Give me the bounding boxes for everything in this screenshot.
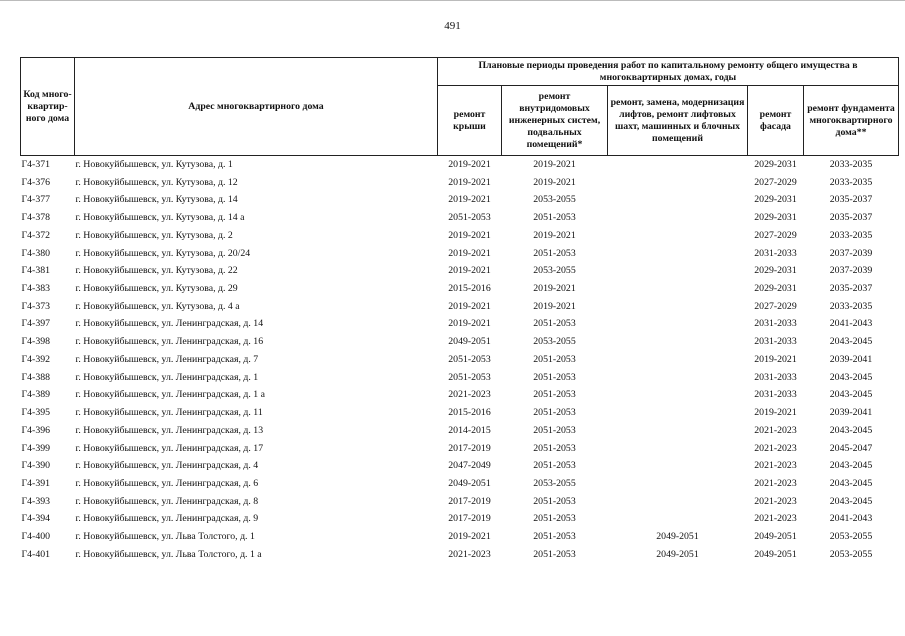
cell-roof: 2049-2051 xyxy=(448,477,491,489)
cell-address: г. Новокуйбышевск, ул. Кутузова, д. 14 xyxy=(75,194,238,206)
table-row xyxy=(21,493,899,511)
cell-facade: 2031-2033 xyxy=(754,389,797,401)
header-address: Адрес многоквартирного дома xyxy=(75,58,438,156)
table-row xyxy=(21,475,899,493)
table-row xyxy=(21,280,899,298)
cell-elevators xyxy=(608,227,748,245)
cell-facade: 2021-2023 xyxy=(754,495,797,507)
cell-code: Г4-388 xyxy=(21,371,51,383)
cell-elevators xyxy=(608,386,748,404)
cell-roof: 2019-2021 xyxy=(448,194,491,206)
cell-elevators xyxy=(608,315,748,333)
cell-foundation: 2039-2041 xyxy=(829,353,873,365)
cell-facade: 2027-2029 xyxy=(754,229,797,241)
cell-elevators xyxy=(608,174,748,192)
cell-elevators xyxy=(608,333,748,351)
cell-engineering: 2051-2053 xyxy=(533,212,576,224)
cell-engineering: 2051-2053 xyxy=(533,442,576,454)
cell-address: г. Новокуйбышевск, ул. Кутузова, д. 14 а xyxy=(75,212,245,224)
repair-schedule-table xyxy=(20,57,899,564)
cell-code: Г4-373 xyxy=(21,300,51,312)
cell-engineering: 2051-2053 xyxy=(533,371,576,383)
cell-elevators xyxy=(608,280,748,298)
cell-facade: 2029-2031 xyxy=(754,212,797,224)
cell-code: Г4-398 xyxy=(21,336,51,348)
cell-foundation: 2041-2043 xyxy=(829,318,873,330)
cell-code: Г4-389 xyxy=(21,389,51,401)
cell-facade: 2049-2051 xyxy=(754,548,797,560)
cell-address: г. Новокуйбышевск, ул. Льва Толстого, д. 1 xyxy=(75,531,255,543)
cell-address: г. Новокуйбышевск, ул. Кутузова, д. 2 xyxy=(75,229,233,241)
cell-foundation: 2041-2043 xyxy=(829,513,873,525)
cell-facade: 2021-2023 xyxy=(754,460,797,472)
cell-roof: 2047-2049 xyxy=(448,460,491,472)
top-border-line xyxy=(0,0,905,1)
cell-foundation: 2043-2045 xyxy=(829,424,873,436)
cell-address: г. Новокуйбышевск, ул. Ленинградская, д. 4 xyxy=(75,460,259,472)
cell-elevators xyxy=(608,262,748,280)
cell-facade: 2031-2033 xyxy=(754,247,797,259)
cell-foundation: 2043-2045 xyxy=(829,371,873,383)
cell-engineering: 2051-2053 xyxy=(533,318,576,330)
cell-roof: 2021-2023 xyxy=(448,548,491,560)
cell-facade: 2027-2029 xyxy=(754,176,797,188)
table-row xyxy=(21,528,899,546)
table-row xyxy=(21,191,899,209)
cell-foundation: 2043-2045 xyxy=(829,389,873,401)
cell-foundation: 2035-2037 xyxy=(829,212,873,224)
cell-address: г. Новокуйбышевск, ул. Ленинградская, д. 1 xyxy=(75,371,259,383)
cell-engineering: 2053-2055 xyxy=(533,194,576,206)
cell-facade: 2031-2033 xyxy=(754,336,797,348)
cell-roof: 2017-2019 xyxy=(448,513,491,525)
cell-code: Г4-372 xyxy=(21,229,51,241)
cell-address: г. Новокуйбышевск, ул. Ленинградская, д. 13 xyxy=(75,424,264,436)
cell-facade: 2031-2033 xyxy=(754,318,797,330)
table-row xyxy=(21,333,899,351)
cell-engineering: 2051-2053 xyxy=(533,460,576,472)
cell-address: г. Новокуйбышевск, ул. Ленинградская, д. 6 xyxy=(75,477,259,489)
header-code: Код много-квартир-ного дома xyxy=(21,58,75,156)
header-facade: ремонт фасада xyxy=(748,86,804,156)
cell-code: Г4-397 xyxy=(21,318,51,330)
cell-foundation: 2043-2045 xyxy=(829,460,873,472)
cell-roof: 2019-2021 xyxy=(448,247,491,259)
table-row xyxy=(21,262,899,280)
cell-address: г. Новокуйбышевск, ул. Кутузова, д. 29 xyxy=(75,283,238,295)
table-row xyxy=(21,227,899,245)
cell-facade: 2021-2023 xyxy=(754,477,797,489)
table-row xyxy=(21,351,899,369)
cell-engineering: 2051-2053 xyxy=(533,531,576,543)
table-row xyxy=(21,298,899,316)
cell-foundation: 2045-2047 xyxy=(829,442,873,454)
cell-engineering: 2051-2053 xyxy=(533,353,576,365)
table-row xyxy=(21,156,899,174)
cell-elevators: 2049-2051 xyxy=(656,548,699,560)
cell-foundation: 2033-2035 xyxy=(829,300,873,312)
cell-elevators xyxy=(608,422,748,440)
cell-code: Г4-393 xyxy=(21,495,51,507)
table-row xyxy=(21,457,899,475)
cell-facade: 2029-2031 xyxy=(754,159,797,170)
cell-address: г. Новокуйбышевск, ул. Кутузова, д. 4 а xyxy=(75,300,240,312)
cell-roof: 2015-2016 xyxy=(448,283,491,295)
cell-roof: 2014-2015 xyxy=(448,424,491,436)
cell-foundation: 2033-2035 xyxy=(829,229,873,241)
cell-foundation: 2043-2045 xyxy=(829,336,873,348)
cell-engineering: 2019-2021 xyxy=(533,229,576,241)
cell-address: г. Новокуйбышевск, ул. Льва Толстого, д. 1 а xyxy=(75,548,262,560)
cell-code: Г4-401 xyxy=(21,548,51,560)
cell-elevators xyxy=(608,493,748,511)
cell-elevators xyxy=(608,369,748,387)
cell-engineering: 2051-2053 xyxy=(533,407,576,419)
cell-code: Г4-394 xyxy=(21,513,51,525)
cell-code: Г4-391 xyxy=(21,477,51,489)
cell-roof: 2019-2021 xyxy=(448,159,491,170)
page-number: 491 xyxy=(444,20,461,32)
cell-roof: 2019-2021 xyxy=(448,300,491,312)
cell-elevators xyxy=(608,440,748,458)
header-periods: Плановые периоды проведения работ по капитальному ремонту общего имущества в многоквартирных домах, годы xyxy=(438,58,899,86)
cell-address: г. Новокуйбышевск, ул. Кутузова, д. 1 xyxy=(75,159,233,170)
table-row xyxy=(21,510,899,528)
cell-address: г. Новокуйбышевск, ул. Ленинградская, д. 9 xyxy=(75,513,259,525)
header-engineering: ремонт внутридомовых инженерных систем, подвальных помещений* xyxy=(502,86,608,156)
cell-address: г. Новокуйбышевск, ул. Кутузова, д. 12 xyxy=(75,176,238,188)
cell-foundation: 2043-2045 xyxy=(829,477,873,489)
cell-foundation: 2033-2035 xyxy=(829,159,873,170)
cell-address: г. Новокуйбышевск, ул. Ленинградская, д. 16 xyxy=(75,336,264,348)
cell-foundation: 2037-2039 xyxy=(829,265,873,277)
cell-code: Г4-392 xyxy=(21,353,51,365)
cell-roof: 2051-2053 xyxy=(448,212,491,224)
cell-elevators xyxy=(608,209,748,227)
cell-code: Г4-400 xyxy=(21,531,51,543)
cell-address: г. Новокуйбышевск, ул. Ленинградская, д. 11 xyxy=(75,407,263,419)
table-row xyxy=(21,386,899,404)
cell-facade: 2019-2021 xyxy=(754,407,797,419)
cell-address: г. Новокуйбышевск, ул. Ленинградская, д. 17 xyxy=(75,442,264,454)
cell-elevators xyxy=(608,298,748,316)
cell-code: Г4-383 xyxy=(21,283,51,295)
cell-engineering: 2019-2021 xyxy=(533,176,576,188)
cell-foundation: 2035-2037 xyxy=(829,283,873,295)
cell-code: Г4-371 xyxy=(21,159,51,170)
cell-foundation: 2033-2035 xyxy=(829,176,873,188)
cell-roof: 2017-2019 xyxy=(448,442,491,454)
cell-code: Г4-376 xyxy=(21,176,51,188)
header-foundation: ремонт фундамента многоквартирного дома** xyxy=(804,86,899,156)
cell-facade: 2031-2033 xyxy=(754,371,797,383)
cell-engineering: 2051-2053 xyxy=(533,247,576,259)
cell-roof: 2019-2021 xyxy=(448,531,491,543)
cell-engineering: 2053-2055 xyxy=(533,477,576,489)
cell-roof: 2049-2051 xyxy=(448,336,491,348)
cell-foundation: 2053-2055 xyxy=(829,531,873,543)
cell-code: Г4-399 xyxy=(21,442,51,454)
cell-facade: 2021-2023 xyxy=(754,442,797,454)
cell-roof: 2019-2021 xyxy=(448,318,491,330)
cell-elevators xyxy=(608,245,748,263)
cell-code: Г4-378 xyxy=(21,212,51,224)
cell-roof: 2015-2016 xyxy=(448,407,491,419)
table-row xyxy=(21,174,899,192)
table-row xyxy=(21,315,899,333)
cell-elevators xyxy=(608,191,748,209)
cell-engineering: 2051-2053 xyxy=(533,389,576,401)
cell-facade: 2021-2023 xyxy=(754,424,797,436)
cell-address: г. Новокуйбышевск, ул. Ленинградская, д. 7 xyxy=(75,353,259,365)
table-row xyxy=(21,245,899,263)
cell-elevators xyxy=(608,156,748,174)
cell-foundation: 2039-2041 xyxy=(829,407,873,419)
cell-engineering: 2051-2053 xyxy=(533,424,576,436)
cell-address: г. Новокуйбышевск, ул. Ленинградская, д. 1 а xyxy=(75,389,265,401)
cell-roof: 2017-2019 xyxy=(448,495,491,507)
table-row xyxy=(21,440,899,458)
cell-engineering: 2051-2053 xyxy=(533,548,576,560)
cell-address: г. Новокуйбышевск, ул. Ленинградская, д. 8 xyxy=(75,495,259,507)
table-row xyxy=(21,404,899,422)
cell-facade: 2029-2031 xyxy=(754,265,797,277)
cell-engineering: 2051-2053 xyxy=(533,513,576,525)
cell-roof: 2021-2023 xyxy=(448,389,491,401)
cell-elevators xyxy=(608,404,748,422)
cell-foundation: 2053-2055 xyxy=(829,548,873,560)
cell-engineering: 2053-2055 xyxy=(533,265,576,277)
cell-roof: 2019-2021 xyxy=(448,229,491,241)
cell-foundation: 2035-2037 xyxy=(829,194,873,206)
cell-code: Г4-377 xyxy=(21,194,51,206)
cell-elevators xyxy=(608,457,748,475)
cell-roof: 2019-2021 xyxy=(448,265,491,277)
cell-facade: 2029-2031 xyxy=(754,194,797,206)
header-roof: ремонт крыши xyxy=(438,86,502,156)
cell-address: г. Новокуйбышевск, ул. Кутузова, д. 20/24 xyxy=(75,247,251,259)
cell-code: Г4-390 xyxy=(21,460,51,472)
cell-address: г. Новокуйбышевск, ул. Ленинградская, д. 14 xyxy=(75,318,264,330)
cell-address: г. Новокуйбышевск, ул. Кутузова, д. 22 xyxy=(75,265,238,277)
cell-elevators: 2049-2051 xyxy=(656,531,699,543)
cell-facade: 2029-2031 xyxy=(754,283,797,295)
cell-engineering: 2053-2055 xyxy=(533,336,576,348)
cell-code: Г4-380 xyxy=(21,247,51,259)
cell-facade: 2021-2023 xyxy=(754,513,797,525)
header-elevators: ремонт, замена, модернизация лифтов, ремонт лифтовых шахт, машинных и блочных помещений xyxy=(608,86,748,156)
cell-engineering: 2019-2021 xyxy=(533,300,576,312)
cell-facade: 2027-2029 xyxy=(754,300,797,312)
cell-facade: 2019-2021 xyxy=(754,353,797,365)
cell-roof: 2051-2053 xyxy=(448,353,491,365)
cell-engineering: 2019-2021 xyxy=(533,283,576,295)
cell-roof: 2051-2053 xyxy=(448,371,491,383)
cell-code: Г4-381 xyxy=(21,265,51,277)
table-row xyxy=(21,546,899,564)
cell-engineering: 2051-2053 xyxy=(533,495,576,507)
table-row xyxy=(21,209,899,227)
cell-elevators xyxy=(608,351,748,369)
cell-elevators xyxy=(608,510,748,528)
cell-code: Г4-395 xyxy=(21,407,51,419)
table-row xyxy=(21,422,899,440)
cell-foundation: 2037-2039 xyxy=(829,247,873,259)
cell-code: Г4-396 xyxy=(21,424,51,436)
table-row xyxy=(21,369,899,387)
cell-elevators xyxy=(608,475,748,493)
cell-roof: 2019-2021 xyxy=(448,176,491,188)
cell-facade: 2049-2051 xyxy=(754,531,797,543)
cell-engineering: 2019-2021 xyxy=(533,159,576,170)
cell-foundation: 2043-2045 xyxy=(829,495,873,507)
